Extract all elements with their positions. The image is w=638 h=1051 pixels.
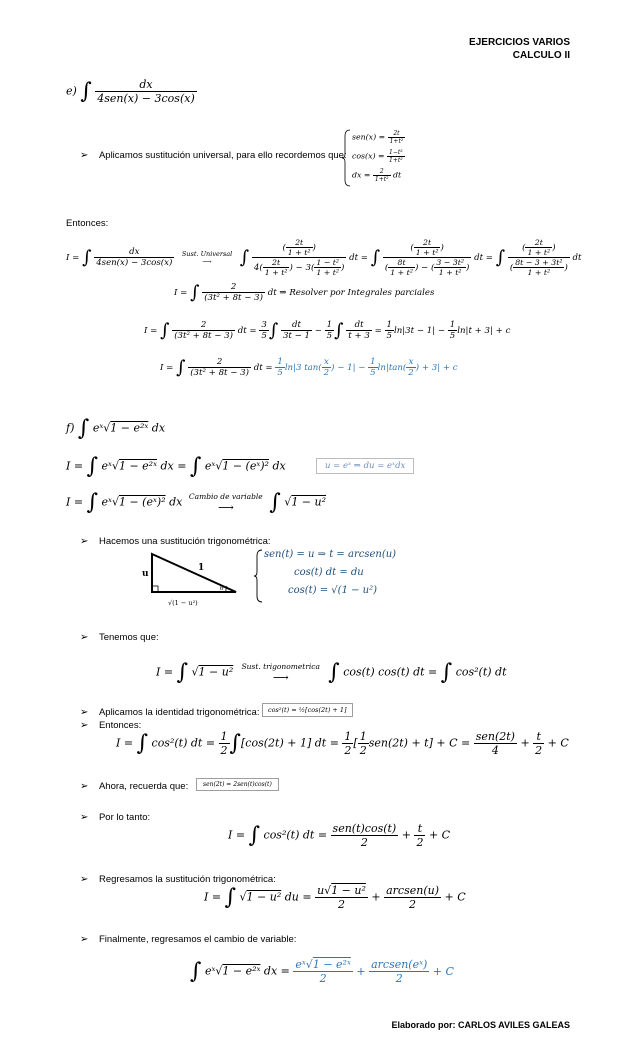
bullet-5-text: Ahora, recuerda que: <box>98 781 189 792</box>
triangle-label-hyp: 1 <box>198 563 205 573</box>
arrow-bullet-icon: ➢ <box>80 934 89 945</box>
sust-trig-label: Sust. trigonometrica <box>241 661 320 671</box>
arrow-bullet-icon: ➢ <box>80 812 89 823</box>
identity-box-sen: sen(2t) = 2sen(t)cos(t) <box>196 778 279 791</box>
subs-sen: sen(x) = $\frac{2t}{\text{1+t²}}$ <box>352 130 404 145</box>
part-f-step-2: I = ∫ eˣ√1 − (eˣ)² dx Cambio de variable ⟶ ∫ √1 − u² <box>66 490 327 515</box>
trig-sub-2: cos(t) dt = du <box>294 567 364 578</box>
u-substitution-box: u = eˣ ⇒ du = eˣdx <box>316 458 414 474</box>
bullet-7-text: Regresamos la sustitución trigonométrica: <box>98 874 276 885</box>
part-f-step-7: ∫ eˣ√1 − e²ˣ dx = $\frac{\text{eˣ√1 − e²ˣ}}{2}$ + $\frac{\text{arcsen(eˣ)}}{2}$ + C <box>190 958 454 985</box>
bullet-8-text: Finalmente, regresamos el cambio de variable: <box>98 934 297 945</box>
part-f-step-6: I = ∫ √1 − u² du = $\frac{\text{u√1 − u²}}{2}$ + $\frac{\text{arcsen(u)}}{2}$ + C <box>204 884 466 911</box>
identity-box-cos: cos²(t) = ½[cos(2t) + 1] <box>262 703 353 717</box>
trig-sub-3: cos(t) = √(1 − u²) <box>288 585 378 596</box>
part-e-step-2: I = ∫ $\frac{2}{\text{(3t² + 8t − 3)}}$ dt ⇒ Resolver por Integrales parciales <box>174 282 435 303</box>
part-e-label: e) <box>66 84 77 98</box>
entonces-label: Entonces: <box>66 218 109 229</box>
part-f-bullet-6 <box>80 812 150 823</box>
part-e-bullet-text: Aplicamos sustitución universal, para ello recordemos que: <box>98 150 347 161</box>
bullet-3-text: Aplicamos la identidad trigonométrica: <box>98 707 260 718</box>
triangle-label-u: u <box>142 569 149 579</box>
bullet-4-text: Entonces: <box>98 720 142 731</box>
right-triangle-diagram <box>138 548 248 608</box>
part-f-step-3: I = ∫ √1 − u² Sust. trigonometrica ⟶ ∫ cos(t) cos(t) dt = ∫ cos²(t) dt <box>156 660 507 685</box>
left-brace-icon <box>254 548 264 604</box>
left-brace-icon <box>342 128 352 188</box>
trig-sub-1: sen(t) = u ⇒ t = arcsen(u) <box>264 549 397 560</box>
part-e-bullet <box>80 150 347 161</box>
arrow-bullet-icon: ➢ <box>80 707 89 718</box>
part-f-bullet-5 <box>80 781 188 792</box>
part-e-numerator: dx <box>95 78 196 92</box>
part-f-step-4: I = ∫ cos²(t) dt = $\frac{1}{2}$ ∫[cos(2t) + 1] dt = $\frac{1}{2}$ [ $\frac{1}{2}$ sen(2t) + t] + C = $\frac{\text{sen(2t)}}{4}$ + $\frac{t}{2}$ + C <box>116 730 569 757</box>
part-e-step-4: I = ∫ $\frac{2}{\text{(3t² + 8t − 3)}}$ dt = $\frac{1}{5}$ ln|3 tan( $\frac{x}{2}$ ) − 1| − $\frac{1}{5}$ ln|tan( $\frac{x}{2}$ ) + 3| + c <box>160 357 458 378</box>
part-e-step-1: I = ∫ $\frac{dx}{\text{4sen(x) − 3cos(x)}}$ Sust. Universal ⟶ ∫ ( $\frac{2t}{\text{1 + t²}}$ ) 4( $\frac{2t}{\text{1 + t²}}$ ) − 3( $\frac{\text{1 − t²}}{\text{1 + t²}}$ ) dt = ∫ ( $\frac{2t}{\text{1 + t²}}$ ) ( $\frac{8t}{\text{1 + t²}}$ ) − ( $\frac{\text{3 − 3t²}}{\text{1 + t²}}$ ) dt = ∫ ( $\frac{2t}{\text{1 + t²}}$ ) ( $\frac{\text{8t − 3 + 3t²}}{\text{1 + t²}}$ ) dt <box>66 238 582 277</box>
part-f-problem: f) ∫ eˣ√1 − e²ˣ dx <box>66 416 166 441</box>
part-e-fraction <box>95 78 196 105</box>
part-f-bullet-8 <box>80 934 296 945</box>
arrow-bullet-icon: ➢ <box>80 720 89 731</box>
arrow-bullet-icon: ➢ <box>80 536 89 547</box>
universal-substitution-system <box>342 128 432 188</box>
arrow-bullet-icon: ➢ <box>80 632 89 643</box>
integral-sign: ∫ <box>80 79 92 104</box>
document-header <box>469 36 570 62</box>
cambio-variable-label: Cambio de variable <box>188 491 263 501</box>
part-e-result: $\frac{1}{5}$ ln|3 tan( $\frac{x}{2}$ ) − 1| − $\frac{1}{5}$ ln|tan( $\frac{x}{2}$ ) + 3| + c <box>277 357 458 378</box>
part-f-step-1: I = ∫ eˣ√1 − e²ˣ dx = ∫ eˣ√1 − (eˣ)² dx <box>66 454 286 479</box>
header-subtitle: CALCULO II <box>512 50 570 61</box>
bullet-2-text: Tenemos que: <box>98 632 159 643</box>
arrow-bullet-icon: ➢ <box>80 150 89 161</box>
part-e-step-3: I = ∫ $\frac{2}{\text{(3t² + 8t − 3)}}$ dt = $\frac{3}{5}$ ∫ $\frac{dt}{3t - 1}$ − $\frac{1}{5}$ ∫ $\frac{dt}{t + 3}$ = $\frac{1}{5}$ ln|3t − 1| − $\frac{1}{5}$ ln|t + 3| + c <box>144 320 511 341</box>
part-f-label: f) <box>66 421 75 435</box>
trig-substitution-system <box>254 548 404 604</box>
footer-credit: Elaborado por: CARLOS AVILES GALEAS <box>391 1020 570 1030</box>
part-f-result: $\frac{\text{eˣ√1 − e²ˣ}}{2}$ + $\frac{\text{arcsen(eˣ)}}{2}$ + C <box>295 958 454 985</box>
part-f-bullet-1 <box>80 536 271 547</box>
subs-dx: dx = $\frac{2}{\text{1+t²}}$ dt <box>352 168 402 183</box>
part-e-problem <box>66 78 197 105</box>
sust-universal-label: Sust. Universal <box>181 249 233 258</box>
header-title: EJERCICIOS VARIOS <box>469 37 570 48</box>
arrow-bullet-icon: ➢ <box>80 874 89 885</box>
part-e-denominator: 4sen(x) − 3cos(x) <box>97 92 195 105</box>
arrow-bullet-icon: ➢ <box>80 781 89 792</box>
triangle-label-base: √(1 − u²) <box>168 599 198 607</box>
part-f-step-5: I = ∫ cos²(t) dt = $\frac{\text{sen(t)cos(t)}}{2}$ + $\frac{t}{2}$ + C <box>228 822 451 849</box>
bullet-6-text: Por lo tanto: <box>98 812 151 823</box>
bullet-1-text: Hacemos una sustitución trigonométrica: <box>98 536 271 547</box>
triangle-label-theta: θ <box>220 585 224 592</box>
subs-cos: cos(x) = $\frac{\text{1−t²}}{\text{1+t²}}$ <box>352 149 403 164</box>
part-f-bullet-2 <box>80 632 159 643</box>
part-f-bullet-3 <box>80 707 259 718</box>
